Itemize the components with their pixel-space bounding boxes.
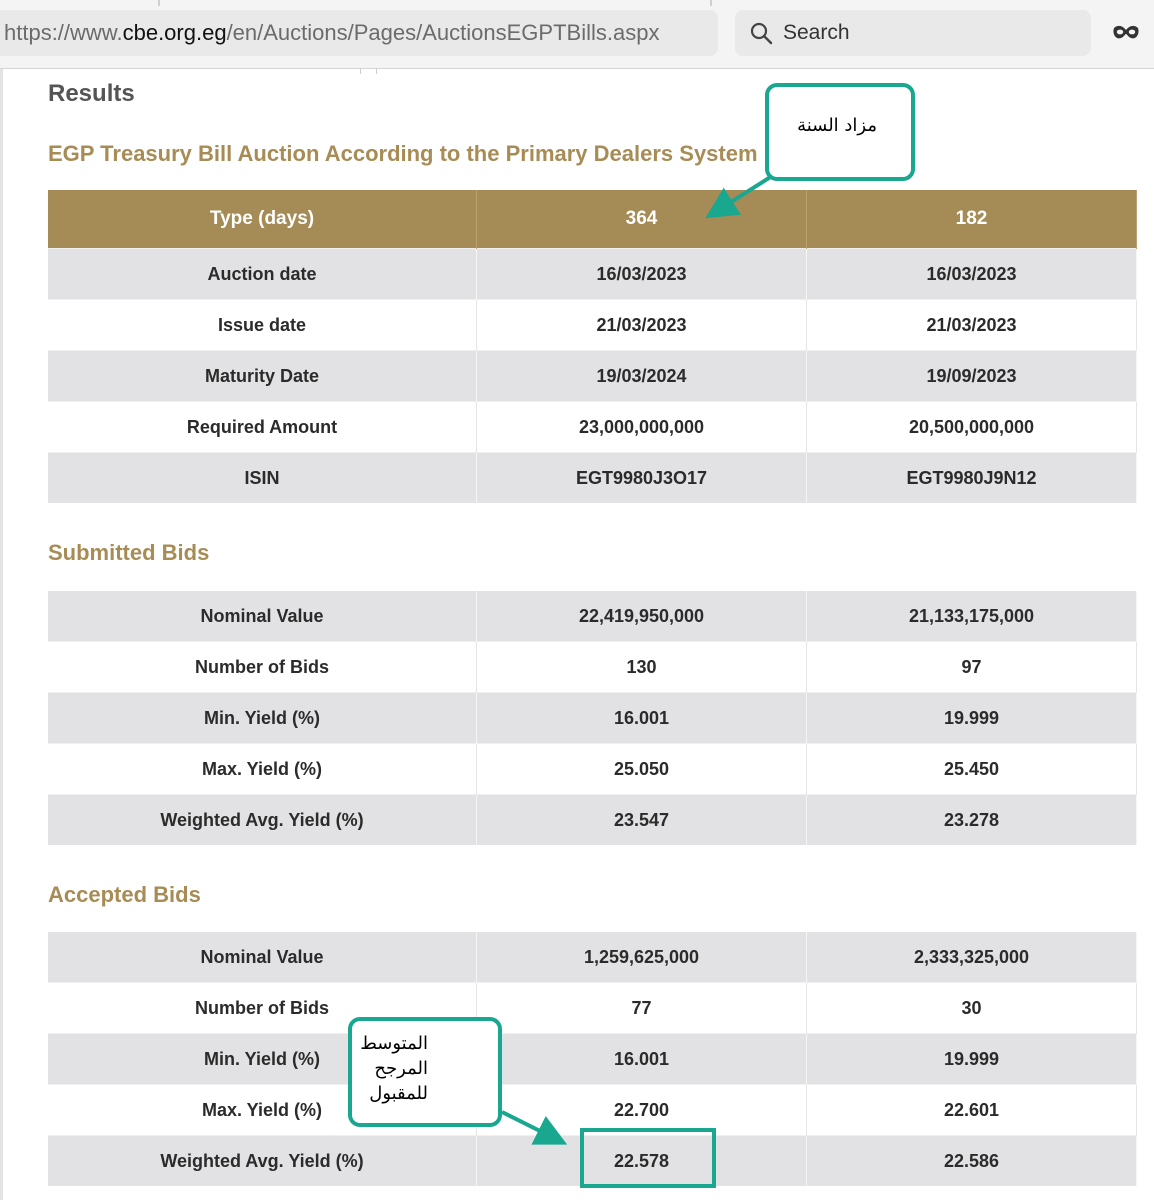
cell-364: 16/03/2023 <box>477 249 807 300</box>
row-label: Number of Bids <box>48 983 477 1034</box>
cell-182: 19.999 <box>807 693 1137 744</box>
row-label: ISIN <box>48 453 477 504</box>
submitted-bids-title: Submitted Bids <box>48 540 210 565</box>
cell-182: 22.601 <box>807 1085 1137 1136</box>
row-label: Weighted Avg. Yield (%) <box>48 795 477 846</box>
header-364: 364 <box>477 190 807 249</box>
cell-182: 16/03/2023 <box>807 249 1137 300</box>
callout-line: للمقبول <box>369 1083 428 1104</box>
row-label: Nominal Value <box>48 591 477 642</box>
cell-182: 97 <box>807 642 1137 693</box>
cell-182: 21/03/2023 <box>807 300 1137 351</box>
callout-line: المتوسط <box>360 1033 428 1054</box>
cell-364: 19/03/2024 <box>477 351 807 402</box>
cell-182: EGT9980J9N12 <box>807 453 1137 504</box>
page-border <box>0 69 3 1200</box>
cell-364: 22,419,950,000 <box>477 591 807 642</box>
cell-182: 19/09/2023 <box>807 351 1137 402</box>
cell-364: 23.547 <box>477 795 807 846</box>
table-row <box>48 1034 1137 1085</box>
header-182: 182 <box>807 190 1137 249</box>
search-icon <box>749 21 773 45</box>
cell-182: 30 <box>807 983 1137 1034</box>
auction-title: EGP Treasury Bill Auction According to the Primary Dealers System <box>48 141 758 166</box>
header-type: Type (days) <box>48 190 477 249</box>
callout-text: مزاد السنة <box>797 115 877 136</box>
toolbar-divider <box>710 0 712 6</box>
cell-364: 25.050 <box>477 744 807 795</box>
row-label: Max. Yield (%) <box>48 744 477 795</box>
table-header-row <box>48 190 1137 249</box>
url-prefix: https://www. <box>4 20 123 45</box>
weighted-average-callout <box>348 1017 502 1127</box>
auction-table <box>48 190 1137 503</box>
browser-toolbar <box>0 0 1154 69</box>
cell-182: 21,133,175,000 <box>807 591 1137 642</box>
page-divider <box>360 68 361 74</box>
row-label: Required Amount <box>48 402 477 453</box>
private-browsing-icon[interactable] <box>1112 22 1140 44</box>
table-row <box>48 932 1137 983</box>
cell-182: 19.999 <box>807 1034 1137 1085</box>
row-label: Min. Yield (%) <box>48 1034 477 1085</box>
cell-364: 22.700 <box>477 1085 807 1136</box>
row-label: Max. Yield (%) <box>48 1085 477 1136</box>
table-row <box>48 642 1137 693</box>
highlight-box <box>580 1128 716 1188</box>
url-path: /en/Auctions/Pages/AuctionsEGPTBills.aspx <box>226 20 660 45</box>
row-label: Issue date <box>48 300 477 351</box>
results-heading: Results <box>48 80 135 107</box>
cell-364: 16.001 <box>477 693 807 744</box>
cell-364: 130 <box>477 642 807 693</box>
callout-line: المرجح <box>374 1058 428 1079</box>
table-row <box>48 351 1137 402</box>
row-label: Auction date <box>48 249 477 300</box>
page-divider <box>376 68 377 74</box>
table-row <box>48 795 1137 846</box>
cell-182: 20,500,000,000 <box>807 402 1137 453</box>
row-label: Min. Yield (%) <box>48 693 477 744</box>
cell-182: 2,333,325,000 <box>807 932 1137 983</box>
cell-182: 23.278 <box>807 795 1137 846</box>
table-row <box>48 693 1137 744</box>
accepted-bids-title: Accepted Bids <box>48 882 201 907</box>
cell-364: 77 <box>477 983 807 1034</box>
cell-182: 25.450 <box>807 744 1137 795</box>
table-row <box>48 249 1137 300</box>
year-auction-callout <box>765 83 915 181</box>
row-label: Number of Bids <box>48 642 477 693</box>
cell-364: 16.001 <box>477 1034 807 1085</box>
cell-364: 22.578 <box>477 1136 807 1187</box>
row-label: Weighted Avg. Yield (%) <box>48 1136 477 1187</box>
cell-364: 21/03/2023 <box>477 300 807 351</box>
row-label: Nominal Value <box>48 932 477 983</box>
submitted-bids-table <box>48 591 1137 845</box>
cell-364: EGT9980J3O17 <box>477 453 807 504</box>
search-placeholder: Search <box>783 21 850 44</box>
table-row <box>48 300 1137 351</box>
table-row <box>48 591 1137 642</box>
toolbar-divider <box>158 0 160 6</box>
url-host: cbe.org.eg <box>122 20 227 45</box>
address-bar[interactable] <box>0 10 718 56</box>
table-row <box>48 453 1137 504</box>
cell-364: 1,259,625,000 <box>477 932 807 983</box>
cell-182: 22.586 <box>807 1136 1137 1187</box>
cell-364: 23,000,000,000 <box>477 402 807 453</box>
table-row <box>48 402 1137 453</box>
search-box[interactable] <box>735 10 1091 56</box>
row-label: Maturity Date <box>48 351 477 402</box>
table-row <box>48 744 1137 795</box>
table-row <box>48 983 1137 1034</box>
